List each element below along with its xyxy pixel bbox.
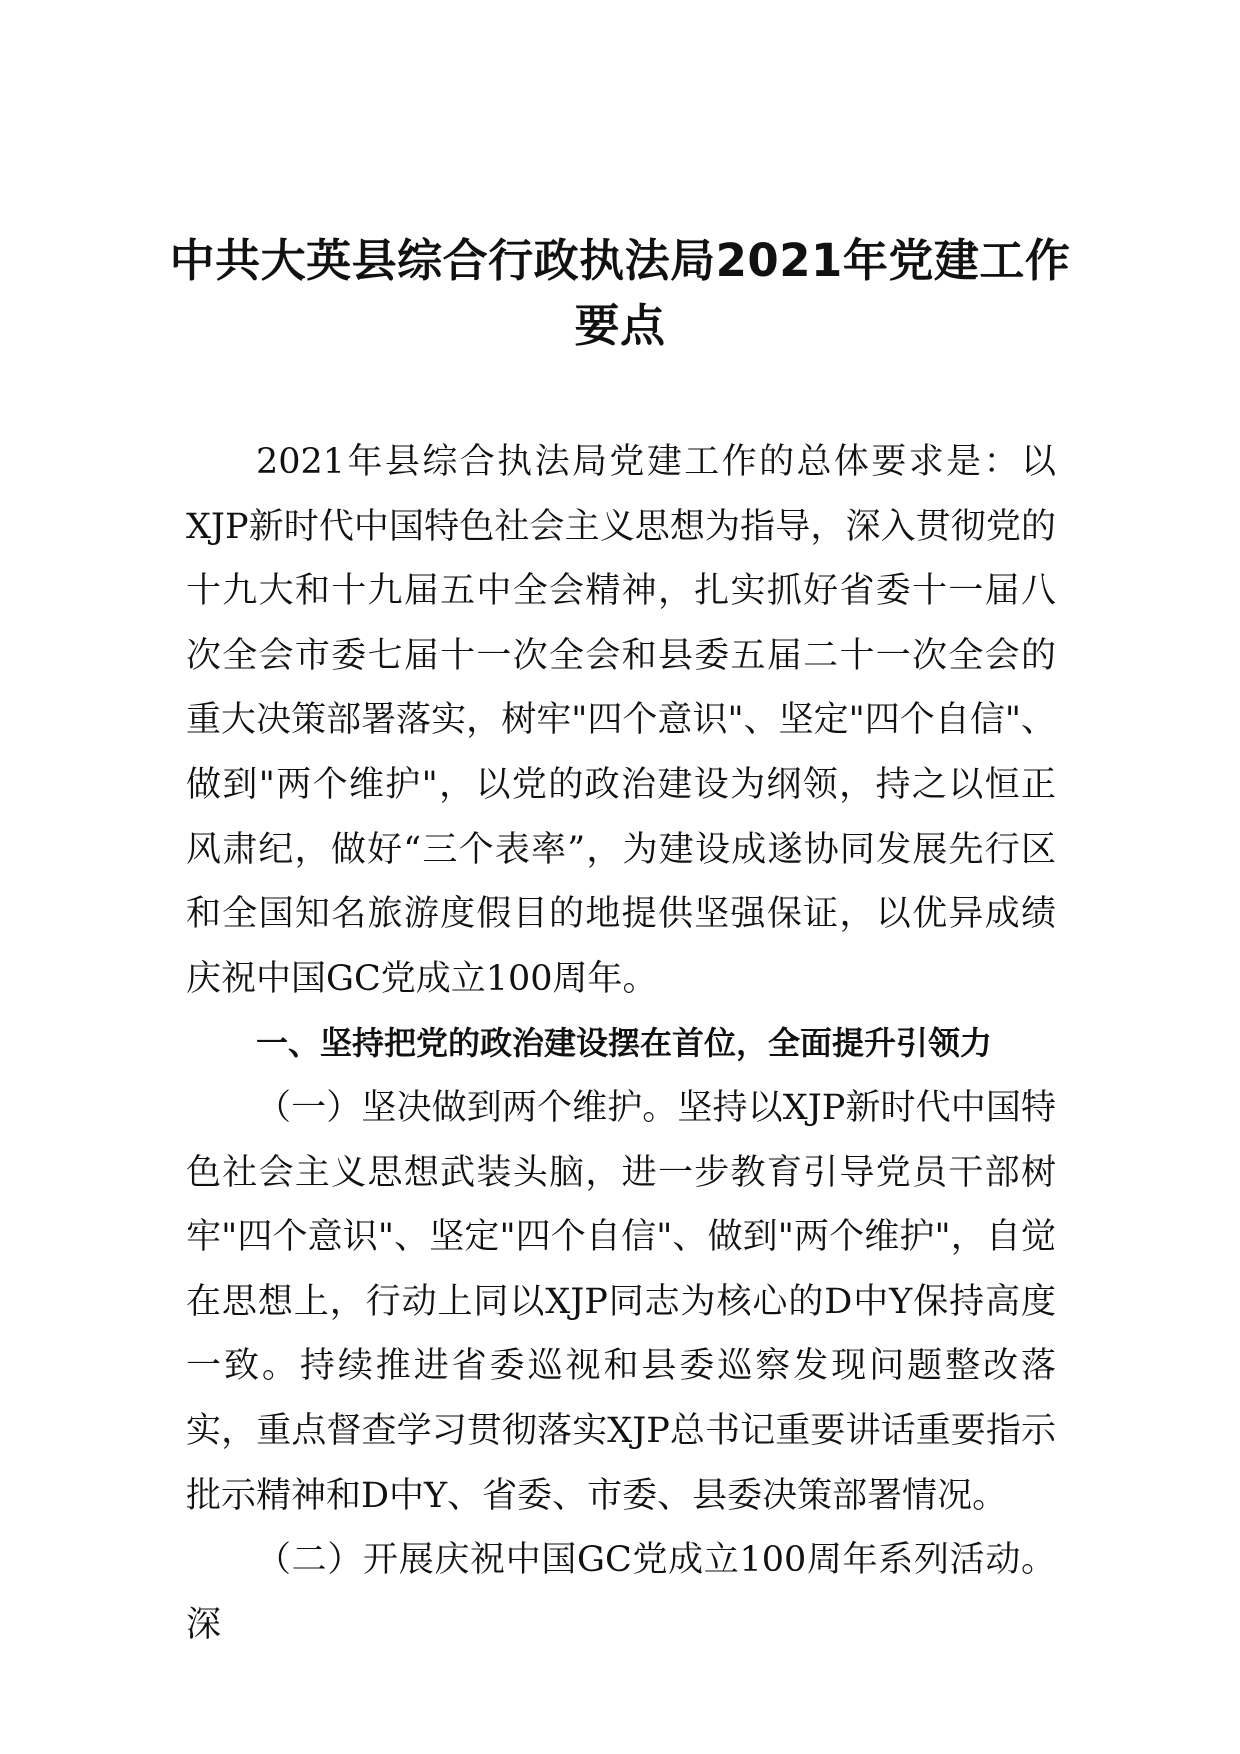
document-body (186, 430, 1056, 1657)
intro-paragraph: 2021年县综合执法局党建工作的总体要求是：以XJP新时代中国特色社会主义思想为指导，深入贯彻党的十九大和十九届五中全会精神，扎实抓好省委十一届八次全会市委七届十一次全会和县委五届二十一次全会的重大决策部署落实，树牢"四个意识"、坚定"四个自信"、做到"两个维护"，以党的政治建设为纲领，持之以恒正风肃纪，做好“三个表率”，为建设成遂协同发展先行区和全国知名旅游度假目的地提供坚强保证，以优异成绩庆祝中国GC党成立100周年。 (186, 442, 1056, 999)
document-title: 中共大英县综合行政执法局2021年党建工作要点 (169, 234, 1071, 352)
section-heading-1: 一、坚持把党的政治建设摆在首位，全面提升引领力 (256, 1024, 993, 1063)
section-1-item-1: （一）坚决做到两个维护。坚持以XJP新时代中国特色社会主义思想武装头脑，进一步教育引导党员干部树牢"四个意识"、坚定"四个自信"、做到"两个维护"，自觉在思想上，行动上同以XJP同志为核心的D中Y保持高度一致。持续推进省委巡视和县委巡察发现问题整改落实，重点督查学习贯彻落实XJP总书记重要讲话重要指示批示精神和D中Y、省委、市委、县委决策部署情况。 (186, 1087, 1056, 1516)
section-1-item-2: （二）开展庆祝中国GC党成立100周年系列活动。深 (186, 1540, 1056, 1645)
